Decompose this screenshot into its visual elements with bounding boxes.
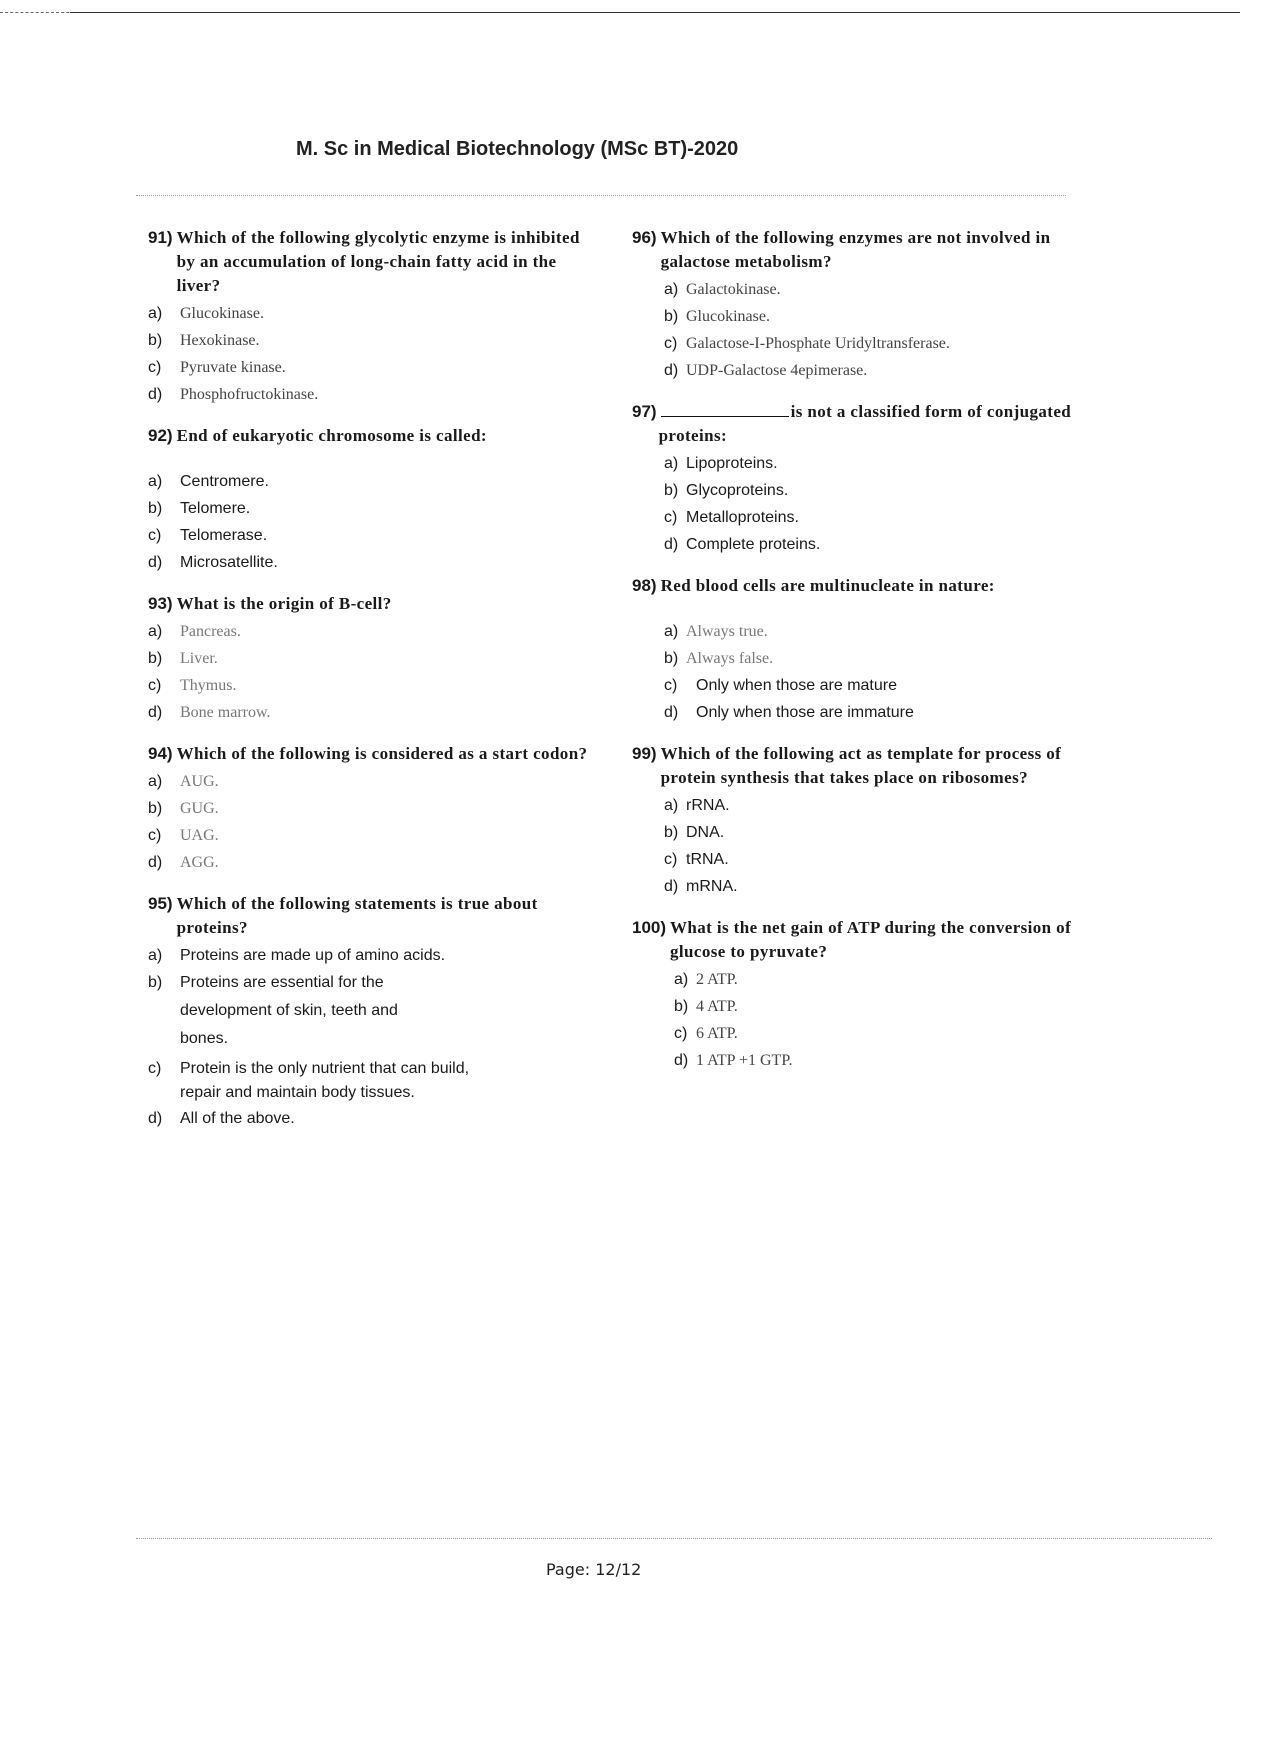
option-letter: d) (664, 878, 679, 895)
option-b (632, 303, 1072, 330)
option-a (148, 942, 588, 969)
option-text: Protein is the only nutrient that can build, repair and maintain body tissues. (180, 1060, 470, 1101)
option-letter: b) (664, 650, 679, 667)
option-text: rRNA. (686, 797, 730, 814)
option-text: 2 ATP. (696, 971, 738, 988)
options-list (632, 450, 1072, 558)
question-94 (148, 742, 588, 876)
top-border-line (70, 12, 1240, 13)
option-d (632, 531, 1072, 558)
option-c (148, 822, 588, 849)
option-text: 4 ATP. (696, 998, 738, 1015)
question-91 (148, 226, 588, 408)
option-b (148, 969, 588, 1053)
option-letter: a) (148, 473, 163, 490)
option-text: Centromere. (180, 473, 269, 490)
options-list (148, 618, 588, 726)
question-98 (632, 574, 1072, 726)
option-text: Glucokinase. (180, 305, 264, 322)
options-list (632, 792, 1072, 900)
option-letter: b) (148, 974, 163, 991)
option-text: 1 ATP +1 GTP. (696, 1052, 793, 1069)
option-text: AUG. (180, 773, 219, 790)
option-letter: d) (148, 386, 163, 403)
option-a (632, 792, 1072, 819)
option-letter: b) (148, 800, 163, 817)
option-c (148, 1057, 588, 1105)
question-text (659, 400, 1072, 448)
option-b (632, 645, 1072, 672)
option-b (632, 819, 1072, 846)
option-letter: c) (148, 527, 162, 544)
option-letter: a) (664, 281, 679, 298)
option-b (148, 645, 588, 672)
option-d (148, 1105, 588, 1132)
option-letter: c) (664, 677, 678, 694)
question-text: What is the origin of B-cell? (176, 594, 392, 613)
option-text: Pyruvate kinase. (180, 359, 286, 376)
option-d (148, 699, 588, 726)
question-text: Which of the following act as template for process of protein synthesis that takes place on ribosomes? (660, 744, 1062, 787)
option-a (632, 450, 1072, 477)
option-text: Liver. (180, 650, 218, 667)
option-c (632, 330, 1072, 357)
question-text: What is the net gain of ATP during the conversion of glucose to pyruvate? (670, 918, 1072, 961)
page-number: Page: 12/12 (546, 1560, 642, 1579)
question-100 (632, 916, 1072, 1074)
option-text: Galactose-I-Phosphate Uridyltransferase. (686, 335, 950, 352)
option-text: Pancreas. (180, 623, 241, 640)
option-letter: c) (664, 851, 678, 868)
option-d (148, 549, 588, 576)
question-number: 98) (632, 576, 657, 595)
question-number: 94) (148, 744, 173, 763)
option-letter: c) (148, 827, 162, 844)
question-number: 96) (632, 228, 657, 247)
option-text: Complete proteins. (686, 536, 821, 553)
question-96 (632, 226, 1072, 384)
option-a (632, 618, 1072, 645)
option-letter: c) (664, 509, 678, 526)
option-text: Only when those are immature (696, 704, 914, 721)
option-d (632, 699, 1072, 726)
option-letter: a) (148, 623, 163, 640)
option-c (632, 672, 1072, 699)
option-text: All of the above. (180, 1110, 295, 1127)
option-text: Proteins are essential for the development of skin, teeth and bones. (180, 974, 398, 1047)
option-letter: b) (674, 998, 689, 1015)
option-c (632, 846, 1072, 873)
option-letter: d) (148, 1110, 163, 1127)
page-title: M. Sc in Medical Biotechnology (MSc BT)-2020 (296, 138, 739, 160)
question-number: 95) (148, 894, 173, 913)
option-b (148, 495, 588, 522)
option-letter: a) (148, 305, 163, 322)
option-b (148, 327, 588, 354)
option-text: Thymus. (180, 677, 237, 694)
options-list (632, 276, 1072, 384)
option-letter: c) (674, 1025, 688, 1042)
option-a (148, 768, 588, 795)
question-number: 93) (148, 594, 173, 613)
option-letter: d) (148, 554, 163, 571)
option-text: DNA. (686, 824, 725, 841)
option-a (148, 618, 588, 645)
question-number: 100) (632, 918, 667, 937)
question-99 (632, 742, 1072, 900)
options-list (148, 942, 588, 1132)
footer-divider (136, 1538, 1212, 1539)
option-letter: a) (148, 773, 163, 790)
option-letter: a) (664, 455, 679, 472)
option-text: Hexokinase. (180, 332, 260, 349)
option-text: tRNA. (686, 851, 729, 868)
options-list (148, 768, 588, 876)
option-text: Microsatellite. (180, 554, 278, 571)
option-letter: c) (148, 1060, 162, 1077)
option-b (632, 993, 1072, 1020)
option-letter: d) (674, 1052, 689, 1069)
option-b (632, 477, 1072, 504)
option-letter: c) (148, 359, 162, 376)
left-column (148, 226, 588, 1148)
option-text: Galactokinase. (686, 281, 781, 298)
options-list (632, 966, 1072, 1074)
question-number: 97) (632, 402, 657, 421)
question-92 (148, 424, 588, 576)
option-d (632, 873, 1072, 900)
option-letter: a) (674, 971, 689, 988)
option-a (148, 300, 588, 327)
option-c (632, 1020, 1072, 1047)
option-text: Phosphofructokinase. (180, 386, 319, 403)
option-text: GUG. (180, 800, 219, 817)
option-text: Telomerase. (180, 527, 268, 544)
option-letter: c) (148, 677, 162, 694)
question-number: 92) (148, 426, 173, 445)
option-letter: a) (664, 623, 679, 640)
option-d (632, 1047, 1072, 1074)
option-c (148, 672, 588, 699)
option-a (632, 276, 1072, 303)
option-letter: d) (664, 362, 679, 379)
question-text: Which of the following enzymes are not involved in galactose metabolism? (660, 228, 1051, 271)
question-number: 91) (148, 228, 173, 247)
option-text: UDP-Galactose 4epimerase. (686, 362, 868, 379)
option-letter: d) (148, 854, 163, 871)
options-list (632, 618, 1072, 726)
question-text: Which of the following glycolytic enzyme is inhibited by an accumulation of long-chain fatty acid in the liver? (176, 228, 580, 295)
option-letter: a) (664, 797, 679, 814)
question-text-after-blank: is not a classified form of conjugated proteins: (658, 402, 1072, 445)
option-c (632, 504, 1072, 531)
options-list (148, 300, 588, 408)
option-letter: b) (148, 500, 163, 517)
option-text: Only when those are mature (696, 677, 897, 694)
option-d (148, 849, 588, 876)
option-d (148, 381, 588, 408)
header-divider (136, 195, 1066, 196)
question-number: 99) (632, 744, 657, 763)
option-letter: b) (148, 332, 163, 349)
question-95 (148, 892, 588, 1132)
option-text: Metalloproteins. (686, 509, 799, 526)
option-letter: d) (664, 704, 679, 721)
option-text: Always true. (686, 623, 768, 640)
option-text: Glycoproteins. (686, 482, 789, 499)
option-text: 6 ATP. (696, 1025, 738, 1042)
option-a (148, 468, 588, 495)
option-letter: d) (664, 536, 679, 553)
right-column (632, 226, 1072, 1090)
options-list (148, 468, 588, 576)
option-c (148, 522, 588, 549)
option-letter: b) (664, 308, 679, 325)
option-letter: c) (664, 335, 678, 352)
question-text: Which of the following statements is true about proteins? (176, 894, 538, 937)
option-text: Lipoproteins. (686, 455, 778, 472)
option-b (148, 795, 588, 822)
question-text: Red blood cells are multinucleate in nature: (660, 576, 995, 595)
option-letter: b) (664, 824, 679, 841)
option-text: Telomere. (180, 500, 251, 517)
question-text: Which of the following is considered as a start codon? (176, 744, 588, 763)
option-text: mRNA. (686, 878, 738, 895)
option-text: Bone marrow. (180, 704, 271, 721)
option-letter: b) (664, 482, 679, 499)
option-letter: d) (148, 704, 163, 721)
option-letter: a) (148, 947, 163, 964)
option-c (148, 354, 588, 381)
option-text: Glucokinase. (686, 308, 770, 325)
option-text: UAG. (180, 827, 219, 844)
option-d (632, 357, 1072, 384)
answer-blank (661, 402, 789, 417)
question-93 (148, 592, 588, 726)
option-text: Always false. (686, 650, 774, 667)
option-text: AGG. (180, 854, 219, 871)
option-letter: b) (148, 650, 163, 667)
question-text: End of eukaryotic chromosome is called: (176, 426, 487, 445)
option-text: Proteins are made up of amino acids. (180, 947, 446, 964)
question-97 (632, 400, 1072, 558)
option-a (632, 966, 1072, 993)
